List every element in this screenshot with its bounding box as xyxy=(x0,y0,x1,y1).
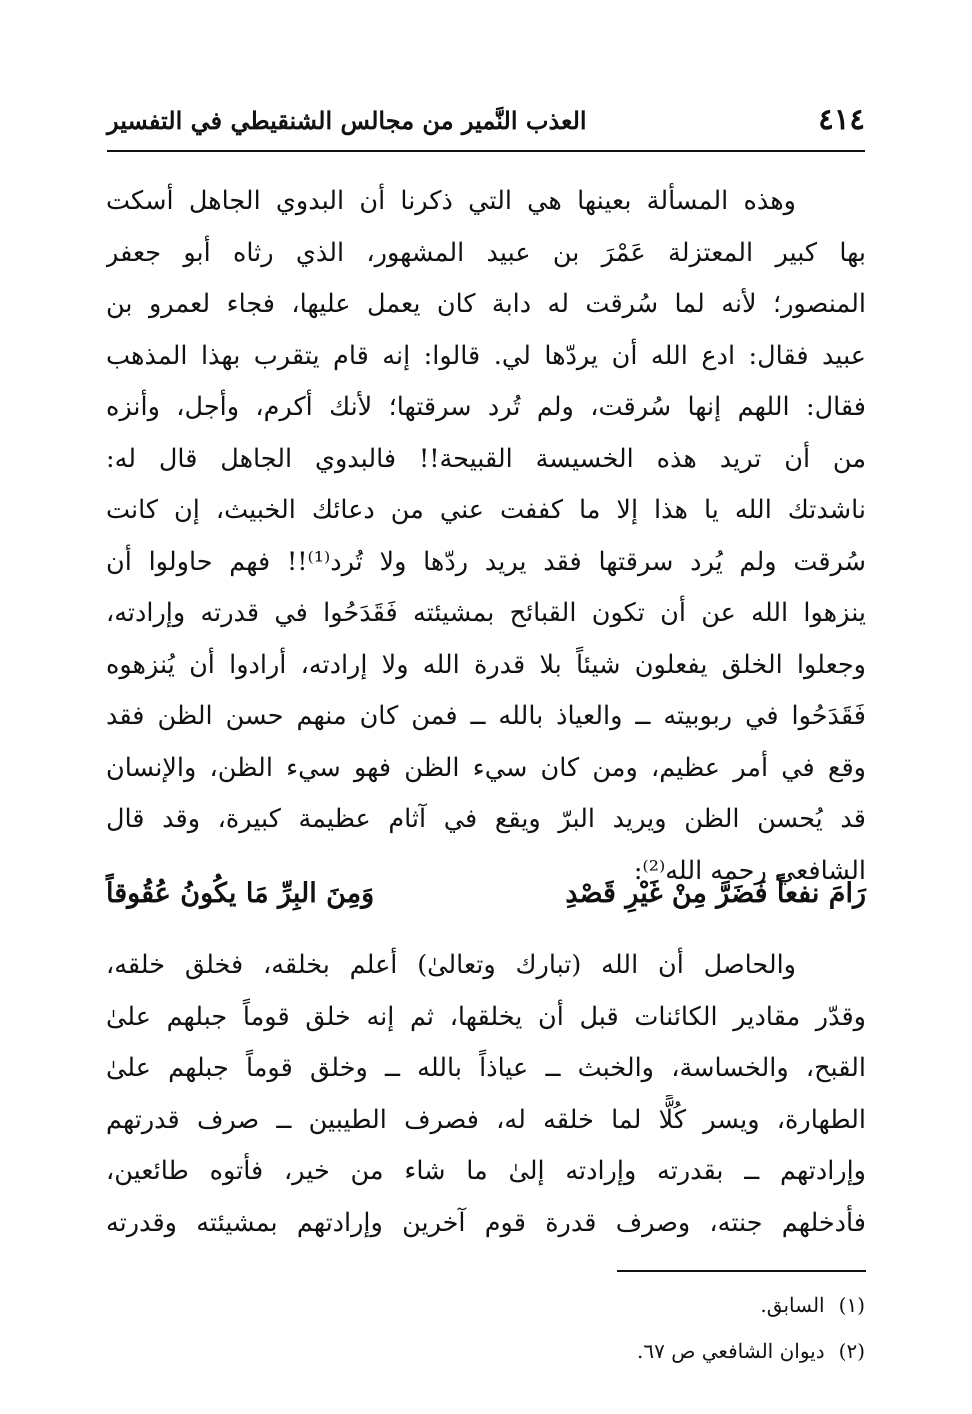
footnote-marker: (٢) xyxy=(838,1339,865,1363)
poetry-verse xyxy=(106,878,866,930)
verse-second-hemistich: وَمِنَ البِرِّ مَا يكُونُ عُقُوقاً xyxy=(106,878,375,909)
text-line: الطهارة، ويسر كُلًّا لما خلقه له، فصرف الطيبين ــ صرف قدرتهم xyxy=(106,1104,866,1135)
text-line: المنصور؛ لأنه لما سُرقت له دابة كان يعمل عليها، فجاء لعمرو بن xyxy=(106,289,866,319)
running-title: العذب النَّمير من مجالس الشنقيطي في التفسير xyxy=(107,106,587,135)
footnotes xyxy=(105,1282,865,1374)
text-line: قد يُحسن الظن ويريد البرّ ويقع في آثام عظيمة كبيرة، وقد قال xyxy=(106,804,866,834)
footnote-text: ديوان الشافعي ص ٦٧. xyxy=(637,1339,825,1363)
text-line: من أن تريد هذه الخسيسة القبيحة!! فالبدوي الجاهل قال له: xyxy=(106,443,866,474)
paragraph-2 xyxy=(106,940,866,1249)
text-line: وقع في أمر عظيم، ومن كان سيء الظن فهو سيء الظن، والإنسان xyxy=(106,752,866,783)
text-line: فأدخلهم جنته، وصرف قدرة قوم آخرين وإرادتهم بمشيئته وقدرته xyxy=(106,1207,866,1238)
text-line: والحاصل أن الله (تبارك وتعالىٰ) أعلم بخلقه، فخلق خلقه، xyxy=(106,950,796,980)
footnote-2 xyxy=(105,1328,865,1374)
text-line: ناشدتك الله يا هذا إلا ما كففت عني من دعائك الخبيث، إن كانت xyxy=(106,495,866,525)
text-line: سُرقت ولم يُرد سرقتها فقد يريد ردّها ولا تُرد⁽¹⁾!! فهم حاولوا أن xyxy=(106,546,866,577)
paragraph-1 xyxy=(106,176,866,897)
text-line: عبيد فقال: ادع الله أن يردّها لي. قالوا: إنه قام يتقرب بهذا المذهب xyxy=(106,340,866,371)
text-line: فَقَدَحُوا في ربوبيته ــ والعياذ بالله ــ فمن كان منهم حسن الظن فقد xyxy=(106,701,866,731)
text-line: وإرادتهم ــ بقدرته وإرادته إلىٰ ما شاء من خير، فأتوه طائعين، xyxy=(106,1156,866,1186)
footnote-separator xyxy=(617,1270,866,1272)
text-line: وجعلوا الخلق يفعلون شيئاً بلا قدرة الله ولا إرادته، أرادوا أن يُنزهوه xyxy=(106,649,866,680)
page-header xyxy=(107,100,865,146)
text-line: بها كبير المعتزلة عَمْرَ بن عبيد المشهور، الذي رثاه أبو جعفر xyxy=(106,237,866,268)
page-number: ٤١٤ xyxy=(818,102,865,136)
header-rule xyxy=(107,150,865,152)
text-line: فقال: اللهم إنها سُرقت، ولم تُرد سرقتها؛ لأنك أكرم، وأجل، وأنزه xyxy=(106,392,866,422)
verse-first-hemistich: رَامَ نفعاً فَضَرَّ مِنْ غَيْرِ قَصْدِ xyxy=(565,878,866,909)
footnote-marker: (١) xyxy=(838,1293,865,1317)
text-line: ينزهوا الله عن أن تكون القبائح بمشيئته فَقَدَحُوا في قدرته وإرادته، xyxy=(106,598,866,628)
footnote-text: السابق. xyxy=(760,1293,825,1317)
text-line: وهذه المسألة بعينها هي التي ذكرنا أن البدوي الجاهل أسكت xyxy=(106,186,796,216)
text-line: وقدّر مقادير الكائنات قبل أن يخلقها، ثم إنه خلق قوماً جبلهم علىٰ xyxy=(106,1001,866,1032)
text-line: الشافعي رحمه الله⁽²⁾: xyxy=(633,855,866,886)
text-line: القبح، والخساسة، والخبث ــ عياذاً بالله ــ وخلق قوماً جبلهم علىٰ xyxy=(106,1053,866,1083)
footnote-1 xyxy=(105,1282,865,1328)
